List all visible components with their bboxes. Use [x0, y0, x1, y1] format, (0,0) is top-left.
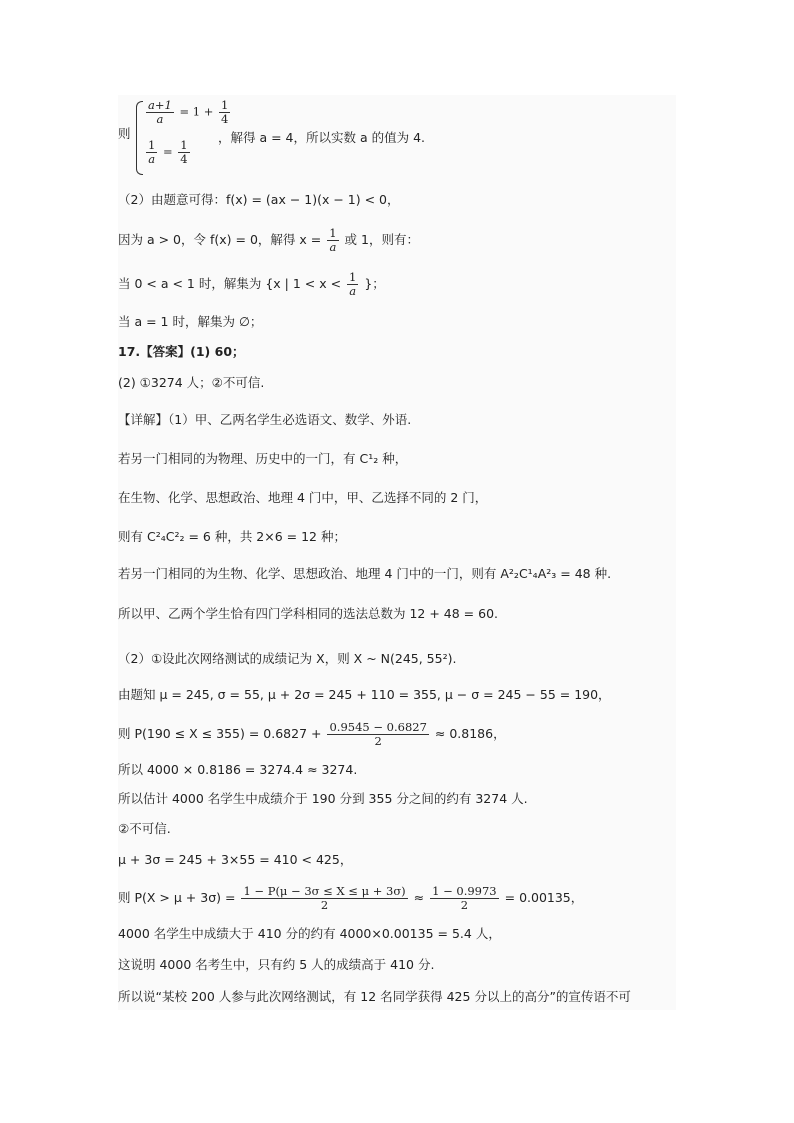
- equation-system-line: [118, 125, 131, 143]
- probability-line: 则 P(190 ≤ X ≤ 355) = 0.6827 + $\frac{0.9545 - 0.6827}{2}$ ≈ 0.8186，: [118, 720, 506, 748]
- case-line-1: 当 0 < a < 1 时，解集为 {x | 1 < x < $\frac{1}{a}$ }；: [118, 270, 385, 298]
- fraction: $\frac{1}{a}$: [329, 226, 337, 254]
- part2-line: （2）由题意可得：f(x) = (ax − 1)(x − 1) < 0，: [118, 192, 400, 207]
- document-page: [118, 95, 676, 1010]
- count-line: 4000 名学生中成绩大于 410 分的约有 4000×0.00135 = 5.4 人，: [118, 926, 501, 941]
- detail-line: 若另一门相同的为生物、化学、思想政治、地理 4 门中的一门，则有 A²₂C¹₄A²₃ = 48 种.: [118, 566, 612, 581]
- fraction: $\frac{1}{a}$: [148, 138, 156, 166]
- case-line-2: 当 a = 1 时，解集为 ∅；: [118, 314, 263, 329]
- tail-probability-line: 则 P(X > μ + 3σ) = $\frac{1 - P(\mu - 3\sigma \le X \le \mu + 3\sigma)}{2}$ ≈ $\frac{1 - 0.9973}{2}$ = 0.00135，: [118, 884, 584, 912]
- answer-17-heading: 17.【答案】(1) 60；: [118, 344, 245, 359]
- detail-line: 若另一门相同的为物理、历史中的一门，有 C¹₂ 种，: [118, 451, 408, 466]
- conclusion-line: 这说明 4000 名考生中，只有约 5 人的成绩高于 410 分.: [118, 957, 435, 972]
- fraction: $\frac{a+1}{a}$: [148, 98, 172, 126]
- roots-line: 因为 a > 0，令 f(x) = 0，解得 x = $\frac{1}{a}$ 或 1，则有：: [118, 226, 419, 254]
- fraction: $\frac{1}{a}$: [349, 270, 357, 298]
- fraction: $\frac{0.9545 - 0.6827}{2}$: [329, 720, 427, 748]
- fraction: $\frac{1 - 0.9973}{2}$: [432, 884, 497, 912]
- not-credible-line: ②不可信.: [118, 821, 171, 836]
- part2-heading: （2）①设此次网络测试的成绩记为 X，则 X ~ N(245, 55²).: [118, 651, 457, 666]
- final-line: 所以说“某校 200 人参与此次网络测试，有 12 名同学获得 425 分以上的高分”的宣传语不可: [118, 989, 631, 1004]
- answer-17-part2: (2) ①3274 人；②不可信.: [118, 375, 265, 390]
- three-sigma-line: μ + 3σ = 245 + 3×55 = 410 < 425，: [118, 852, 353, 867]
- calc-line: 所以 4000 × 0.8186 = 3274.4 ≈ 3274.: [118, 762, 358, 777]
- estimate-line: 所以估计 4000 名学生中成绩介于 190 分到 355 分之间的约有 3274 人.: [118, 791, 528, 806]
- fraction: $\frac{1}{4}$: [180, 138, 188, 166]
- solution-text: ，解得 a = 4，所以实数 a 的值为 4.: [218, 130, 426, 145]
- detail-line: 所以甲、乙两个学生恰有四门学科相同的选法总数为 12 + 48 = 60.: [118, 606, 499, 621]
- fraction: $\frac{1 - P(\mu - 3\sigma \le X \le \mu + 3\sigma)}{2}$: [243, 884, 406, 912]
- detail-line: 在生物、化学、思想政治、地理 4 门中，甲、乙选择不同的 2 门，: [118, 490, 488, 505]
- detail-heading: 【详解】（1）甲、乙两名学生必选语文、数学、外语.: [118, 412, 412, 427]
- system-row-2: $\frac{1}{a}$ = $\frac{1}{4}$: [148, 138, 188, 166]
- detail-line: 则有 C²₄C²₂ = 6 种，共 2×6 = 12 种；: [118, 529, 346, 544]
- fraction: $\frac{1}{4}$: [221, 98, 229, 126]
- system-row-1: $\frac{a+1}{a}$ = 1 + $\frac{1}{4}$: [148, 98, 229, 126]
- left-brace: [136, 101, 143, 175]
- params-line: 由题知 μ = 245, σ = 55, μ + 2σ = 245 + 110 = 355, μ − σ = 245 − 55 = 190，: [118, 687, 611, 702]
- text-prefix: 则: [118, 126, 131, 141]
